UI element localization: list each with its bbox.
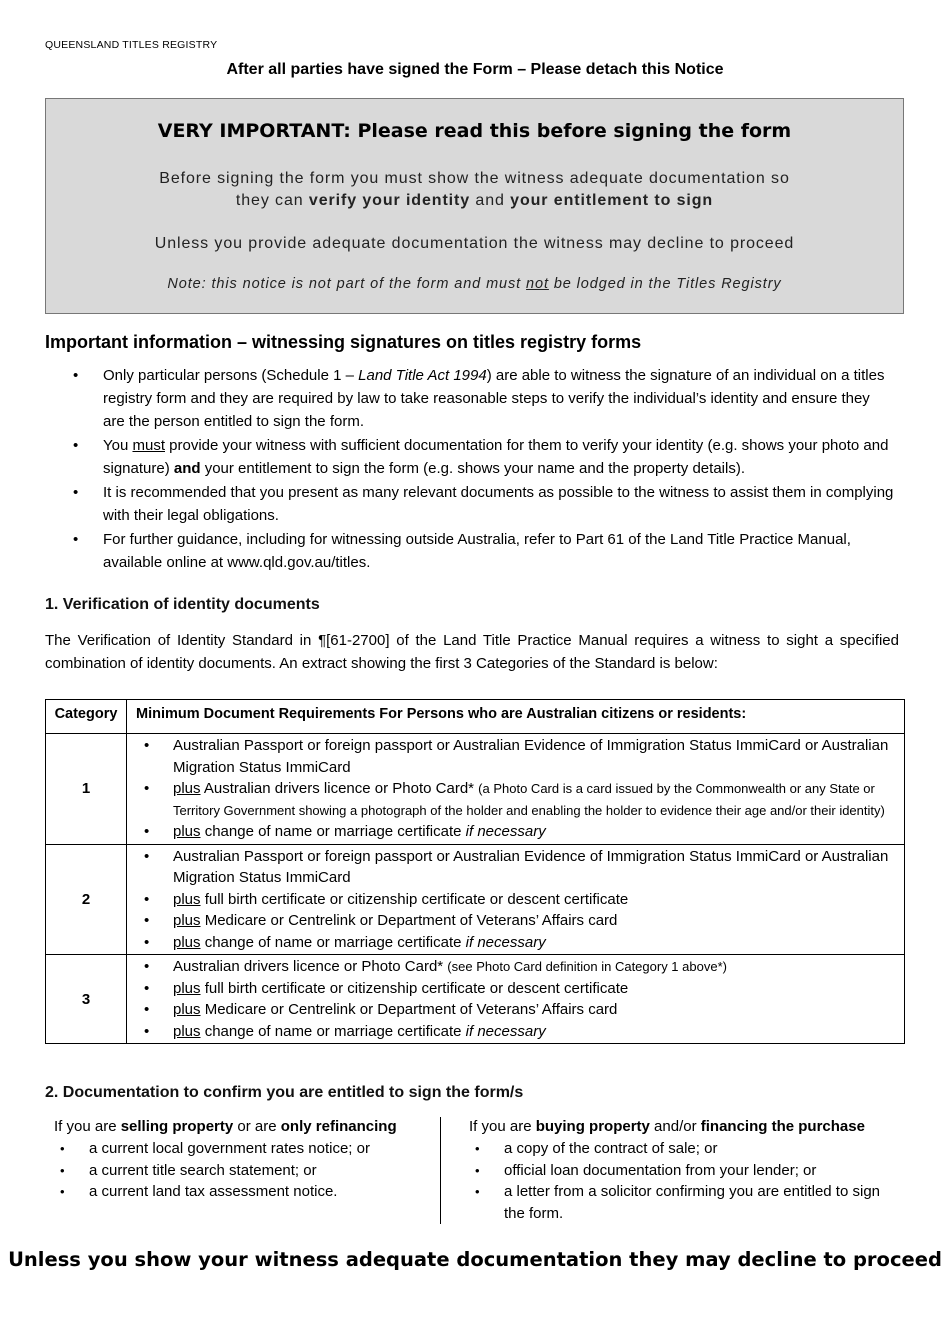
list-item: • a letter from a solicitor confirming you are entitled to sign the form. [469,1181,899,1224]
list-item: • Australian Passport or foreign passport or Australian Evidence of Immigration Status ImmiCard or Australian Migration Status ImmiCard [128,846,903,889]
list-item: • official loan documentation from your lender; or [469,1160,899,1182]
notice-line-1: Before signing the form you must show the witness adequate documentation so [159,170,790,187]
list-item: • plus full birth certificate or citizenship certificate or descent certificate [128,889,903,911]
list-item: • plus full birth certificate or citizenship certificate or descent certificate [128,978,903,1000]
registry-label: QUEENSLAND TITLES REGISTRY [45,39,218,51]
category-number: 1 [46,734,127,845]
buying-column [469,1116,899,1224]
list-item: • Only particular persons (Schedule 1 – Land Title Act 1994) are able to witness the signature of an individual on a titles registry form and they are required by law to take reasonable steps to verify the individual’s identity and ensure they are the person entitled to sign the form. [45,364,895,433]
list-item: • You must provide your witness with sufficient documentation for them to verify your identity (e.g. shows your photo and signature) and your entitlement to sign the form (e.g. shows your name and the property details). [45,434,895,480]
important-info-list [45,364,895,575]
list-item: • a current local government rates notice; or [54,1138,434,1160]
category-number: 2 [46,844,127,955]
notice-note: Note: this notice is not part of the form and must not be lodged in the Titles Registry [167,276,782,292]
notice-title: VERY IMPORTANT: Please read this before signing the form [157,120,792,142]
column-divider [440,1117,441,1224]
notice-line-2: they can verify your identity and your entitlement to sign [235,192,714,209]
important-info-heading: Important information – witnessing signatures on titles registry forms [45,332,642,352]
detach-notice: After all parties have signed the Form – Please detach this Notice [226,61,724,78]
category-number: 3 [46,955,127,1044]
category-requirements [127,734,905,845]
important-notice-box [45,98,904,314]
category-requirements [127,844,905,955]
list-item: • plus Australian drivers licence or Photo Card* (a Photo Card is a card issued by the Commonwealth or any State or Territory Government showing a photograph of the holder and enabling the holder to evidence their age and/or their identity) [128,778,903,821]
list-item: • a copy of the contract of sale; or [469,1138,899,1160]
buying-column-heading: If you are buying property and/or financing the purchase [469,1118,865,1135]
notice-line-3: Unless you provide adequate documentation the witness may decline to proceed [154,235,795,252]
list-item: • plus change of name or marriage certificate if necessary [128,932,903,954]
list-item: • plus change of name or marriage certificate if necessary [128,821,903,843]
selling-column [54,1116,434,1203]
category-column-header: Category [46,700,127,734]
list-item: • a current land tax assessment notice. [54,1181,434,1203]
list-item: • Australian Passport or foreign passport or Australian Evidence of Immigration Status ImmiCard or Australian Migration Status ImmiCard [128,735,903,778]
table-row [46,734,905,845]
section-2-heading: 2. Documentation to confirm you are entitled to sign the form/s [45,1084,524,1101]
closing-warning: Unless you show your witness adequate documentation they may decline to proceed [8,1248,942,1271]
list-item: • plus change of name or marriage certificate if necessary [128,1021,903,1043]
list-item: • For further guidance, including for witnessing outside Australia, refer to Part 61 of the Land Title Practice Manual, available online at www.qld.gov.au/titles. [45,528,895,574]
identity-categories-table [45,699,905,1044]
list-item: • plus Medicare or Centrelink or Department of Veterans’ Affairs card [128,999,903,1021]
section-1-heading: 1. Verification of identity documents [45,596,320,613]
category-requirements [127,955,905,1044]
list-item: • It is recommended that you present as many relevant documents as possible to the witness to assist them in complying with their legal obligations. [45,481,895,527]
table-row [46,844,905,955]
table-row [46,955,905,1044]
verification-text: The Verification of Identity Standard in ¶[61-2700] of the Land Title Practice Manual requires a witness to sight a specified combination of identity documents. An extract showing the first 3 Categories of the Standard is below: [45,632,899,672]
requirements-column-header: Minimum Document Requirements For Persons who are Australian citizens or residents: [127,700,905,734]
selling-column-heading: If you are selling property or are only refinancing [54,1118,397,1135]
list-item: • plus Medicare or Centrelink or Department of Veterans’ Affairs card [128,910,903,932]
list-item: • a current title search statement; or [54,1160,434,1182]
table-header-row [46,700,905,734]
list-item: • Australian drivers licence or Photo Card* (see Photo Card definition in Category 1 above*) [128,956,903,978]
